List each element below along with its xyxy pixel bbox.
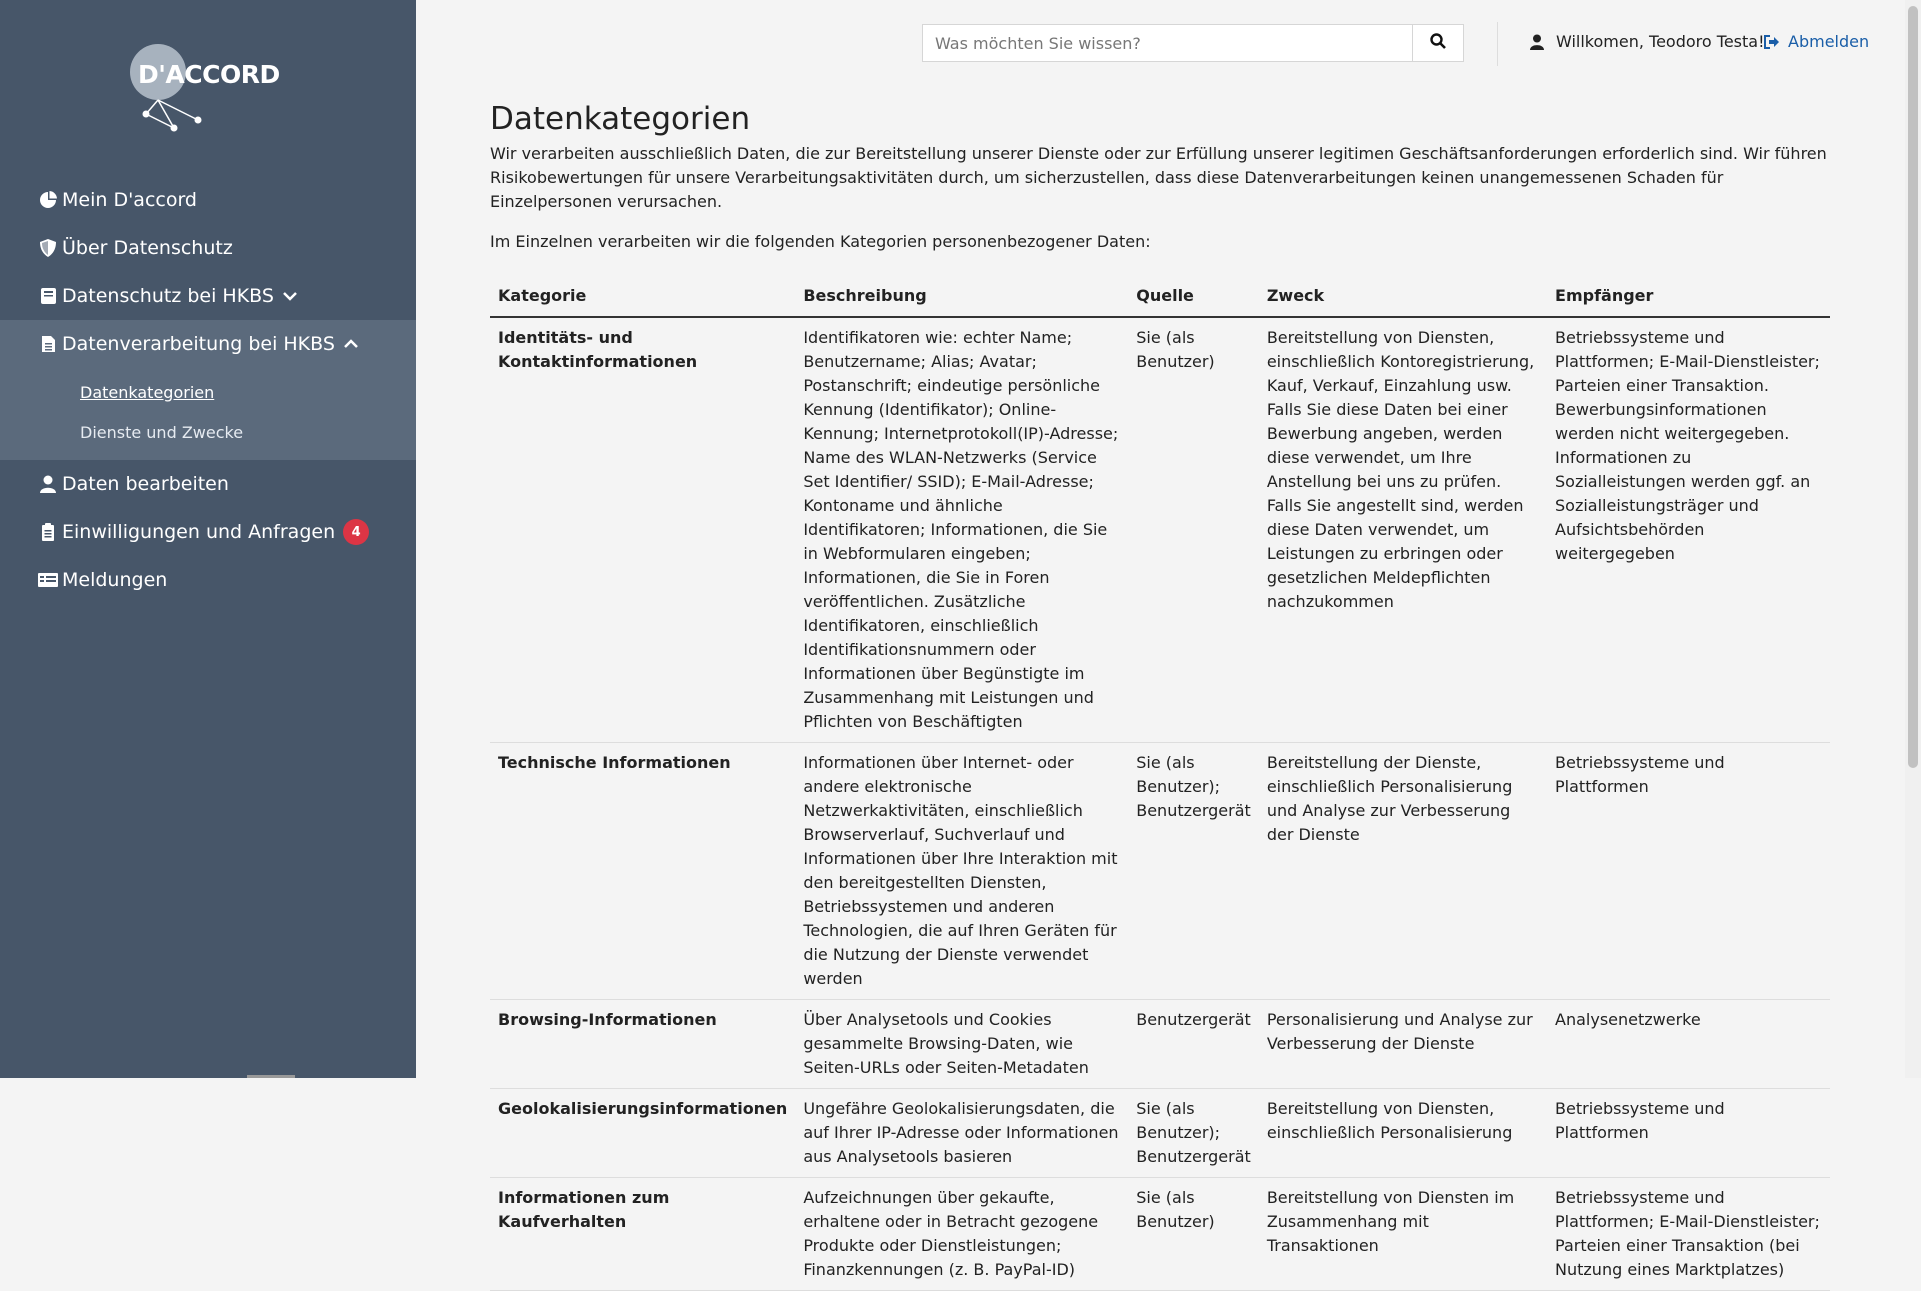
table-cell: Sie (als Benutzer) [1128,1178,1259,1291]
sidebar-item-ueber-datenschutz[interactable] [0,224,416,272]
table-cell: Über Analysetools und Cookies gesammelte Browsing-Daten, wie Seiten-URLs oder Seiten-Metadaten [795,1000,1128,1089]
intro-text: Wir verarbeiten ausschließlich Daten, die zur Bereitstellung unserer Dienste oder zur Erfüllung unserer legitimen Geschäftsanforderungen erforderlich sind. Wir führen Risikobewertungen für unsere Verarbeitungsaktivitäten durch, um sicherzustellen, dass diese Datenverarbeitungen keinen unangemessenen Schaden für Einzelpersonen verursachen. [490,144,1827,211]
sidebar-item-label: Meldungen [62,569,168,591]
table-cell: Identifikatoren wie: echter Name; Benutzername; Alias; Avatar; Postanschrift; eindeutige persönliche Kennung (Identifikator); Online-Kennung; Internetprotokoll(IP)-Adresse; Name des WLAN-Netzwerks (Service Set Identifier/ SSID); E-Mail-Adresse; Kontoname und ähnliche Identifikatoren; Informationen, die Sie in Webformularen eingeben; Informationen, die Sie in Foren veröffentlichen. Zusätzliche Identifikatoren, einschließlich Identifikationsnummern oder Informationen über Begünstigte im Zusammenhang mit Leistungen und Pflichten von Beschäftigten [795,317,1128,743]
sidebar-item-meldungen[interactable] [0,556,416,604]
sign-out-icon [1764,35,1780,49]
column-header: Empfänger [1547,278,1830,317]
table-cell: Analysenetzwerke [1547,1000,1830,1089]
table-cell: Personalisierung und Analyse zur Verbesserung der Dienste [1259,1000,1547,1089]
vertical-scrollbar[interactable] [1905,0,1921,1078]
table-cell: Sie (als Benutzer); Benutzergerät [1128,1089,1259,1178]
table-cell: Bereitstellung von Diensten im Zusammenhang mit Transaktionen [1259,1178,1547,1291]
table-row [490,1178,1830,1291]
table-cell: Geolokalisierungsinformationen [490,1089,795,1178]
table-cell: Informationen über Internet- oder andere elektronische Netzwerkaktivitäten, einschließlich Browserverlauf, Suchverlauf und Informationen über Ihre Interaktion mit den bereitgestellten Diensten, Betriebssystemen und anderen Technologien, die auf Ihren Geräten für die Nutzung der Dienste verwendet werden [795,743,1128,1000]
table-cell: Betriebssysteme und Plattformen [1547,1089,1830,1178]
column-header: Zweck [1259,278,1547,317]
sidebar-item-daten-bearbeiten[interactable] [0,460,416,508]
search-box [922,24,1464,62]
table-cell: Technische Informationen [490,743,795,1000]
welcome-text: Willkomen, Teodoro Testa! [1556,32,1765,51]
shield-icon [38,238,58,258]
table-cell: Benutzergerät [1128,1000,1259,1089]
page-title: Datenkategorien [490,101,751,137]
list-icon [38,570,58,590]
chevron-down-icon [282,288,298,304]
sidebar-item-label: Mein D'accord [62,189,197,211]
sidebar-item-label: Datenschutz bei HKBS [62,285,274,307]
user-icon [1530,34,1544,50]
column-header: Beschreibung [795,278,1128,317]
sidebar-item-mein-daccord[interactable] [0,176,416,224]
table-cell: Ungefähre Geolokalisierungsdaten, die auf Ihrer IP-Adresse oder Informationen aus Analysetools basieren [795,1089,1128,1178]
logout-label: Abmelden [1788,32,1870,51]
table-cell: Bereitstellung der Dienste, einschließlich Personalisierung und Analyse zur Verbesserung der Dienste [1259,743,1547,1000]
sidebar-item-label: Einwilligungen und Anfragen [62,521,336,543]
logout-link[interactable] [1764,32,1869,51]
book-icon [38,286,58,306]
table-row [490,743,1830,1000]
user-greeting [1530,32,1765,51]
table-cell: Informationen zum Kaufverhalten [490,1178,795,1291]
dacccord-logo[interactable] [128,42,288,132]
intro-text-2: Im Einzelnen verarbeiten wir die folgenden Kategorien personenbezogener Daten: [490,232,1151,251]
sidebar-item-label: Über Datenschutz [62,237,233,259]
sidebar-nav [0,176,416,604]
main-content [490,96,1830,1291]
table-cell: Betriebssysteme und Plattformen [1547,743,1830,1000]
sidebar-subitem-datenkategorien[interactable]: Datenkategorien [80,382,215,402]
table-cell: Bereitstellung von Diensten, einschließlich Kontoregistrierung, Kauf, Verkauf, Einzahlung usw. Falls Sie diese Daten bei einer Bewerbung angeben, werden diese verwendet, um Ihre Anstellung bei uns zu prüfen. Falls Sie angestellt sind, werden diese Daten verwendet, um Leistungen zu erbringen oder gesetzlichen Meldepflichten nachzukommen [1259,317,1547,743]
table-cell: Identitäts- und Kontaktinformationen [490,317,795,743]
sidebar-item-einwilligungen[interactable] [0,508,416,556]
sidebar [0,0,416,1078]
table-row [490,317,1830,743]
header-divider [1497,22,1498,66]
sidebar-group-datenverarbeitung [0,320,416,460]
table-cell: Betriebssysteme und Plattformen; E-Mail-Dienstleister; Parteien einer Transaktion (bei Nutzung eines Marktplatzes) [1547,1178,1830,1291]
table-cell: Sie (als Benutzer) [1128,317,1259,743]
data-categories-table [490,278,1830,1291]
search-icon [1430,33,1446,53]
table-header-row [490,278,1830,317]
clipboard-icon [38,522,58,542]
search-button[interactable] [1412,25,1463,61]
table-cell: Browsing-Informationen [490,1000,795,1089]
sidebar-item-datenschutz-hkbs[interactable] [0,272,416,320]
column-header: Quelle [1128,278,1259,317]
table-cell: Sie (als Benutzer); Benutzergerät [1128,743,1259,1000]
table-cell: Aufzeichnungen über gekaufte, erhaltene oder in Betracht gezogene Produkte oder Dienstleistungen; Finanzkennungen (z. B. PayPal-ID) [795,1178,1128,1291]
notification-badge: 4 [343,519,369,545]
sidebar-item-label: Daten bearbeiten [62,473,229,495]
scrollbar-thumb[interactable] [1908,6,1918,768]
table-row [490,1089,1830,1178]
column-header: Kategorie [490,278,795,317]
sidebar-item-datenverarbeitung-hkbs[interactable] [0,320,416,368]
table-cell: Bereitstellung von Diensten, einschließlich Personalisierung [1259,1089,1547,1178]
user-icon [38,474,58,494]
search-input[interactable] [923,25,1412,61]
pie-chart-icon [38,190,58,210]
sidebar-subitem-dienste-zwecke[interactable]: Dienste und Zwecke [80,422,244,442]
chevron-up-icon [343,336,359,352]
table-cell: Betriebssysteme und Plattformen; E-Mail-Dienstleister; Parteien einer Transaktion. Bewerbungsinformationen werden nicht weitergegeben. Informationen zu Sozialleistungen werden ggf. an Sozialleistungsträger und Aufsichtsbehörden weitergegeben [1547,317,1830,743]
sidebar-item-label: Datenverarbeitung bei HKBS [62,333,335,355]
table-row [490,1000,1830,1089]
logo-text: D'ACCORD [138,60,280,89]
document-icon [38,334,58,354]
